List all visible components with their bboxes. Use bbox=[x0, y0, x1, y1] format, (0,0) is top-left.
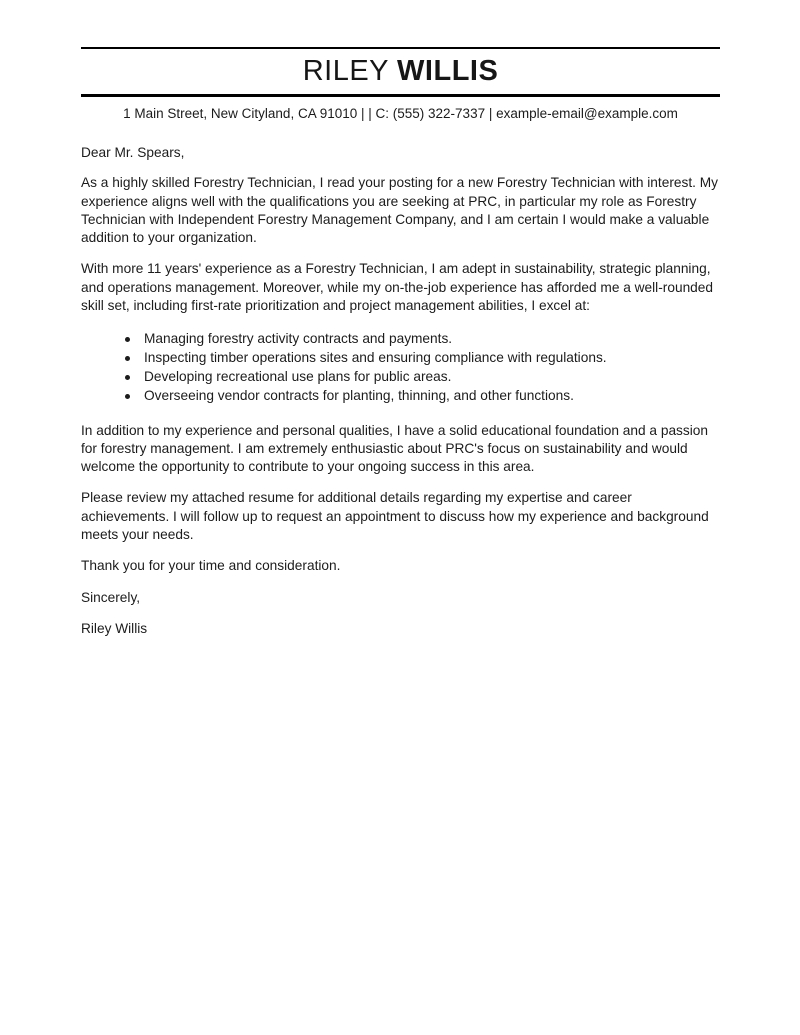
list-item: Developing recreational use plans for public areas. bbox=[123, 368, 720, 387]
paragraph-experience: With more 11 years' experience as a Forestry Technician, I am adept in sustainability, strategic planning, and operations management. Moreover, while my on-the-job experience has afforded me a well-rounded skill set, including first-rate prioritization and project management abilities, I excel at: bbox=[81, 261, 714, 314]
paragraph-thanks: Thank you for your time and consideration. bbox=[81, 558, 341, 574]
skills-list bbox=[81, 330, 720, 405]
closing: Sincerely, bbox=[81, 589, 141, 605]
letter-header bbox=[81, 47, 720, 121]
paragraph-education: In addition to my experience and personal qualities, I have a solid educational foundation and a passion for forestry management. I am extremely enthusiastic about PRC's focus on sustainability and would welcome the opportunity to contribute to your ongoing success in this area. bbox=[81, 422, 709, 475]
header-rule-bottom bbox=[81, 94, 720, 97]
letter-body bbox=[81, 144, 720, 638]
signature: Riley Willis bbox=[81, 620, 148, 636]
author-last-name: WILLIS bbox=[397, 55, 499, 87]
list-item: Inspecting timber operations sites and ensuring compliance with regulations. bbox=[123, 349, 720, 368]
salutation: Dear Mr. Spears, bbox=[81, 145, 185, 160]
contact-info: 1 Main Street, New Cityland, CA 91010 | | C: (555) 322-7337 | example-email@example.com bbox=[123, 106, 678, 121]
author-name bbox=[81, 49, 720, 94]
author-first-name: RILEY bbox=[302, 55, 389, 87]
paragraph-resume: Please review my attached resume for additional details regarding my expertise and career achievements. I will follow up to request an appointment to discuss how my experience and background meets your needs. bbox=[81, 490, 709, 543]
list-item: Managing forestry activity contracts and payments. bbox=[123, 330, 720, 349]
paragraph-intro: As a highly skilled Forestry Technician, I read your posting for a new Forestry Technician with interest. My experience aligns well with the qualifications you are seeking at PRC, in particular my role as Forestry Technician with Independent Forestry Management Company, and I am certain I would make a valuable addition to your organization. bbox=[81, 175, 719, 246]
list-item: Overseeing vendor contracts for planting, thinning, and other functions. bbox=[123, 387, 720, 406]
